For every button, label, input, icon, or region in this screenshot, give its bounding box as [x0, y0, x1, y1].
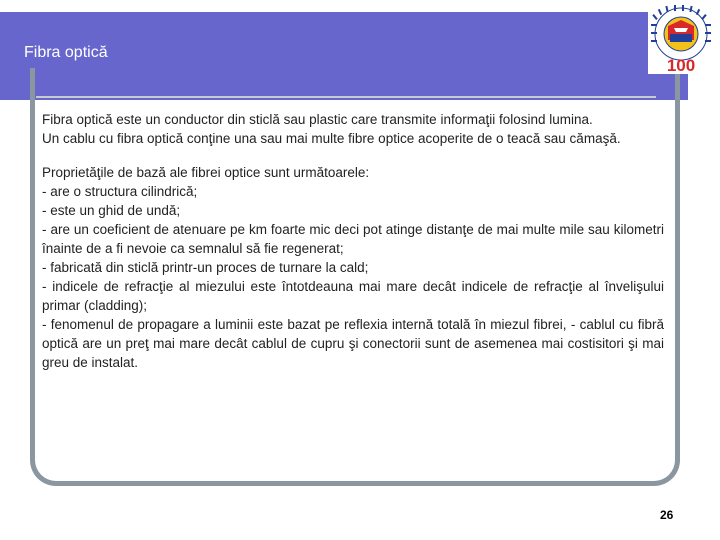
paragraph-gap: [42, 148, 664, 163]
slide-title: Fibra optică: [24, 44, 108, 61]
property-item: - fenomenul de propagare a luminii este bazat pe reflexia internă totală în miezul fibrei, - cablul cu fibră optică are un preţ mai mare decât cablul de cupru şi conectorii sunt de asemenea mai costisitori şi mai greu de instalat.: [42, 317, 664, 370]
property-item: - indicele de refracţie al miezului este întotdeauna mai mare decât indicele de refracţie al învelişului primar (cladding);: [42, 279, 664, 313]
slide-body: [42, 110, 664, 372]
svg-text:100: 100: [666, 56, 696, 74]
page-number: 26: [660, 508, 674, 522]
property-item: - are o structura cilindrică;: [42, 184, 198, 199]
cable-paragraph: Un cablu cu fibra optică conţine una sau mai multe fibre optice acoperite de o teacă sau cămaşă.: [42, 131, 621, 146]
properties-intro: Proprietăţile de bază ale fibrei optice sunt următoarele:: [42, 165, 370, 180]
university-logo: [648, 4, 714, 74]
property-item: - are un coeficient de atenuare pe km foarte mic deci pot atinge distanţe de mai multe mile sau kilometri înainte de a fi nevoie ca semnalul să fie regenerat;: [42, 222, 664, 256]
property-item: - fabricată din sticlă printr-un proces de turnare la cald;: [42, 260, 369, 275]
logo-emblem-icon: [648, 4, 714, 74]
title-divider: [36, 96, 656, 98]
definition-paragraph: Fibra optică este un conductor din sticlă sau plastic care transmite informaţii folosind lumina.: [42, 112, 593, 127]
property-item: - este un ghid de undă;: [42, 203, 181, 218]
